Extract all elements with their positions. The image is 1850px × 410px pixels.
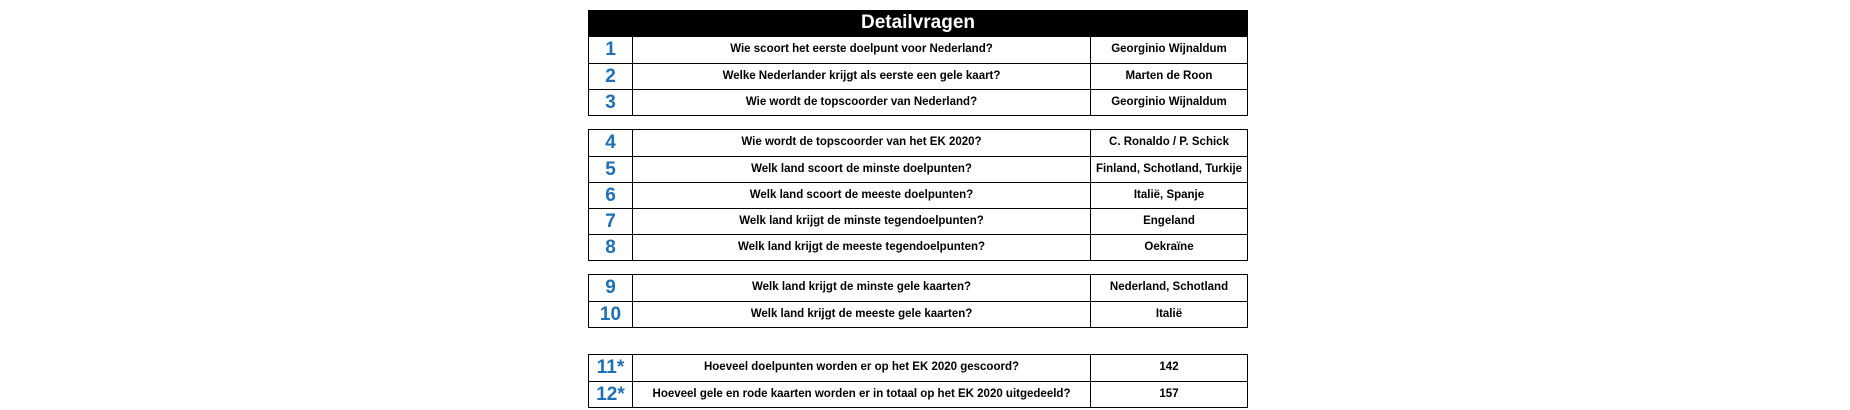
question-text: Wie wordt de topscoorder van het EK 2020?: [633, 130, 1091, 156]
question-text: Welk land krijgt de meeste gele kaarten?: [633, 302, 1091, 327]
question-number: 9: [589, 275, 633, 301]
question-text: Wie scoort het eerste doelpunt voor Nederland?: [633, 37, 1091, 63]
question-number: 4: [589, 130, 633, 156]
table-row: [589, 156, 1247, 182]
answer-cell: Italië: [1155, 308, 1183, 320]
table-row: [589, 208, 1247, 234]
question-number: 11*: [589, 355, 633, 381]
answer-cell: Georginio Wijnaldum: [1111, 43, 1227, 55]
question-number: 5: [589, 157, 633, 182]
question-number: 2: [589, 64, 633, 89]
answer-cell: 142: [1159, 361, 1179, 373]
table-row: [589, 89, 1247, 115]
answer-cell: 157: [1159, 388, 1179, 400]
question-text: Welk land scoort de meeste doelpunten?: [633, 183, 1091, 208]
answer-cell: Georginio Wijnaldum: [1111, 96, 1227, 108]
table-row: [589, 301, 1247, 327]
answer-cell: Nederland, Schotland: [1109, 281, 1229, 293]
table-row: [589, 63, 1247, 89]
question-group-1: [588, 36, 1248, 116]
answer-cell: C. Ronaldo / P. Schick: [1109, 136, 1229, 148]
question-text: Welke Nederlander krijgt als eerste een gele kaart?: [633, 64, 1091, 89]
question-number: 7: [589, 209, 633, 234]
question-text: Wie wordt de topscoorder van Nederland?: [633, 90, 1091, 115]
question-text: Hoeveel gele en rode kaarten worden er in totaal op het EK 2020 uitgedeeld?: [633, 382, 1091, 407]
question-number: 3: [589, 90, 633, 115]
question-number: 1: [589, 37, 633, 63]
question-group-4: [588, 354, 1248, 408]
question-number: 10: [589, 302, 633, 327]
table-row: [589, 130, 1247, 156]
question-number: 6: [589, 183, 633, 208]
question-number: 8: [589, 235, 633, 260]
question-number: 12*: [589, 382, 633, 407]
question-text: Welk land krijgt de minste gele kaarten?: [633, 275, 1091, 301]
detail-questions-sheet: [588, 10, 1248, 408]
question-group-2: [588, 129, 1248, 261]
answer-cell: Engeland: [1143, 215, 1195, 227]
table-row: [589, 37, 1247, 63]
table-row: [589, 381, 1247, 407]
question-text: Welk land krijgt de minste tegendoelpunten?: [633, 209, 1091, 234]
answer-cell: Finland, Schotland, Turkije: [1095, 163, 1243, 175]
question-text: Welk land scoort de minste doelpunten?: [633, 157, 1091, 182]
sheet-title: Detailvragen: [588, 10, 1248, 36]
question-text: Welk land krijgt de meeste tegendoelpunten?: [633, 235, 1091, 260]
table-row: [589, 355, 1247, 381]
answer-cell: Oekraïne: [1144, 241, 1194, 253]
table-row: [589, 275, 1247, 301]
answer-cell: Marten de Roon: [1125, 70, 1213, 82]
answer-cell: Italië, Spanje: [1133, 189, 1205, 201]
question-group-3: [588, 274, 1248, 328]
question-text: Hoeveel doelpunten worden er op het EK 2020 gescoord?: [633, 355, 1091, 381]
table-row: [589, 182, 1247, 208]
table-row: [589, 234, 1247, 260]
